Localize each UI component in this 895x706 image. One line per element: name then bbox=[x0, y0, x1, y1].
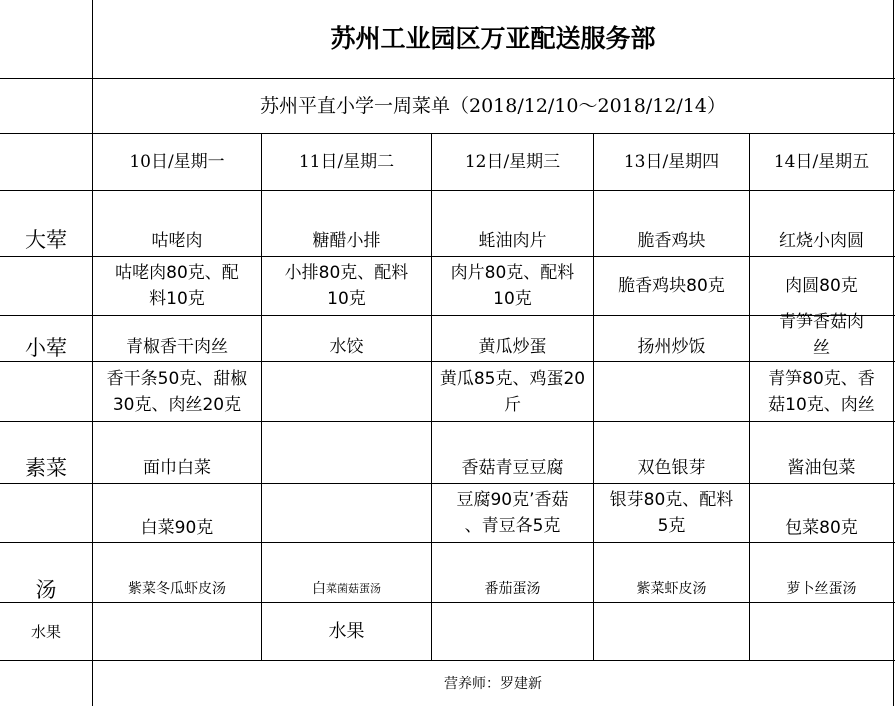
veg-ingredients: 银芽80克、配料 5克 bbox=[609, 490, 734, 536]
veg-ingredients: 包菜80克 bbox=[785, 518, 858, 538]
grid-line bbox=[0, 542, 895, 543]
minor-ingredients: 青笋80克、香 菇10克、肉丝 bbox=[768, 368, 875, 415]
main-dish: 糖醋小排 bbox=[312, 231, 381, 251]
soup-item: 紫菜虾皮汤 bbox=[636, 581, 707, 597]
veg-dish: 面巾白菜 bbox=[143, 458, 211, 478]
main-ingredients: 咕咾肉80克、配 料10克 bbox=[115, 263, 239, 309]
grid-line bbox=[0, 421, 895, 422]
main-dish: 蚝油肉片 bbox=[478, 231, 547, 251]
day-header: 13日/星期四 bbox=[623, 152, 720, 172]
grid-line bbox=[0, 602, 895, 603]
veg-ingredients bbox=[262, 484, 431, 542]
main-ingredients: 小排80克、配料 10克 bbox=[284, 263, 409, 309]
category-label-veg: 素菜 bbox=[25, 456, 67, 480]
day-header: 12日/星期三 bbox=[464, 152, 561, 172]
soup-text-first: 白 bbox=[312, 581, 326, 597]
veg-dish bbox=[262, 453, 431, 483]
veg-dish: 双色银芽 bbox=[637, 458, 706, 478]
minor-ingredients bbox=[262, 362, 431, 421]
veg-dish: 香菇青豆豆腐 bbox=[461, 458, 564, 478]
minor-dish: 青椒香干肉丝 bbox=[126, 337, 228, 357]
day-header: 10日/星期一 bbox=[129, 152, 225, 172]
minor-dish: 黄瓜炒蛋 bbox=[478, 337, 547, 357]
minor-dish: 青笋香菇肉 丝 bbox=[779, 312, 864, 358]
main-ingredients: 肉圆80克 bbox=[785, 276, 858, 296]
day-header: 14日/星期五 bbox=[773, 152, 870, 172]
main-ingredients: 脆香鸡块80克 bbox=[618, 276, 725, 296]
page-title: 苏州工业园区万亚配送服务部 bbox=[330, 24, 656, 53]
minor-dish: 水饺 bbox=[329, 337, 364, 357]
grid-line bbox=[893, 0, 894, 706]
soup-item bbox=[262, 576, 431, 602]
veg-ingredients: 豆腐90克’香菇 、青豆各5克 bbox=[456, 490, 569, 536]
nutritionist-signature: 营养师：罗建新 bbox=[444, 675, 542, 692]
main-dish: 脆香鸡块 bbox=[637, 231, 706, 251]
day-header: 11日/星期二 bbox=[298, 152, 395, 172]
minor-ingredients: 黄瓜85克、鸡蛋20 斤 bbox=[439, 368, 586, 415]
soup-text-rest: 菜菌菇蛋汤 bbox=[326, 582, 381, 595]
soup-item: 番茄蛋汤 bbox=[484, 581, 541, 597]
minor-dish: 扬州炒饭 bbox=[637, 337, 706, 357]
fruit-item: 水果 bbox=[328, 620, 365, 642]
grid-line bbox=[0, 190, 895, 191]
soup-item: 紫菜冬瓜虾皮汤 bbox=[128, 581, 226, 597]
veg-dish: 酱油包菜 bbox=[787, 458, 856, 478]
minor-ingredients: 香干条50克、甜椒 30克、肉丝20克 bbox=[106, 368, 248, 415]
soup-item: 萝卜丝蛋汤 bbox=[786, 581, 857, 597]
category-label-minor: 小荤 bbox=[25, 336, 67, 360]
category-label-main: 大荤 bbox=[25, 228, 67, 252]
category-label-soup: 汤 bbox=[35, 578, 57, 602]
menu-subtitle: 苏州平直小学一周菜单（2018/12/10～2018/12/14） bbox=[259, 95, 727, 117]
veg-ingredients: 白菜90克 bbox=[140, 518, 214, 538]
main-dish: 咕咾肉 bbox=[151, 231, 203, 251]
main-ingredients: 肉片80克、配料 10克 bbox=[450, 263, 575, 309]
minor-ingredients bbox=[594, 362, 749, 421]
category-label-fruit: 水果 bbox=[30, 622, 61, 641]
main-dish: 红烧小肉圆 bbox=[779, 231, 864, 251]
